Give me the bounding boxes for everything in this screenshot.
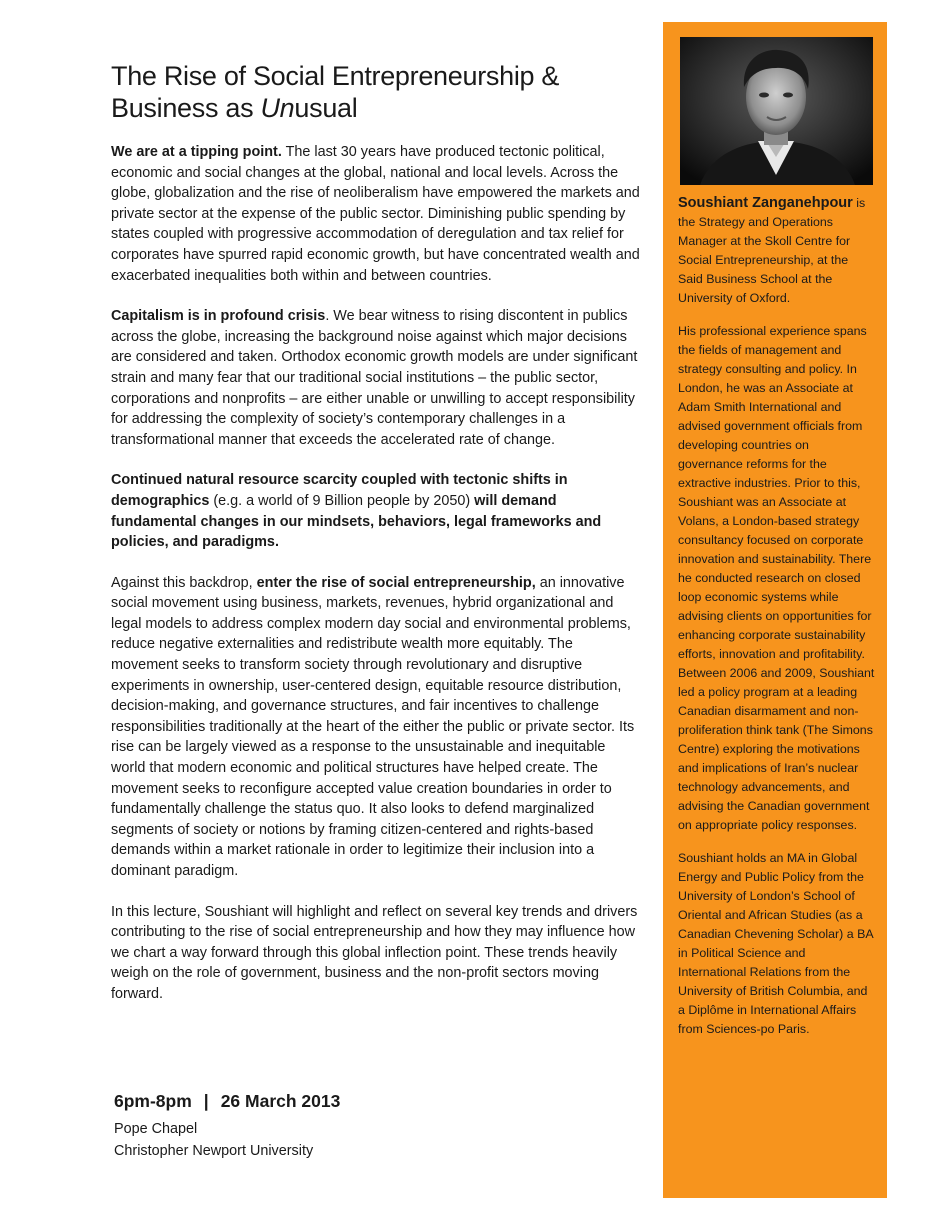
paragraph-lead: enter the rise of social entrepreneurship, [256,574,536,591]
speaker-bio-2: His professional experience spans the fields of management and strategy consulting and policy. In London, he was an Associate at Adam Smith International and advised government officials from developing countries on governance reforms for the extractive industries. Prior to this, Soushiant was an Associate at Volans, a London-based strategy consultancy focused on corporate innovation and sustainability. There he conducted research on closed loop economic systems while advising clients on opportunities for enhancing corporate sustainability efforts, innovation and profitability. Between 2006 and 2009, Soushiant led a policy program at a leading Canadian disarmament and non-proliferation think tank (The Simons Centre) exploring the motivations and implications of Iran’s nuclear technology advancements, and advising the Canadian government on appropriate policy responses. [678,324,875,832]
title-line-2-suffix: usual [294,93,358,123]
title-line-1: The Rise of Social Entrepreneurship & [111,61,560,91]
event-venue: Pope Chapel [114,1121,198,1137]
paragraph-capitalism [111,306,643,450]
paragraph-body: an innovative social movement using business, markets, revenues, hybrid organizational and legal models to address complex modern day social and environmental problems, reduce negative externalities and redistribute wealth more equitably. The movement seeks to transform society through revolutionary and disruptive experiments in ownership, user-centered design, equitable resource distribution, decision-making, and governance structures, and fair incentives to challenge responsibilities traditionally at the heart of the either the public or private sector. Its rise can be largely viewed as a response to the unsustainable and inequitable world that modern economic and political structures have helped create. The movement seeks to reconfigure accepted value creation boundaries in order to fundamentally challenge the status quo. It also looks to defend marginalized segments of society or notions by framing citizen-centered and rights-based demands within a market rationale in order to legitimize their inclusion into a dominant paradigm. [111,574,635,879]
paragraph-lead: We are at a tipping point. [111,144,282,160]
speaker-bio-3: Soushiant holds an MA in Global Energy and Public Policy from the University of London’s School of Oriental and African Studies (as a Canadian Chevening Scholar) a BA in Political Science and International Relations from the University of British Columbia, and a Diplôme in International Affairs from Sciences-po Paris. [678,851,873,1036]
paragraph-pre: Against this backdrop, [111,574,257,591]
page-title [111,60,643,124]
event-details [114,1090,634,1162]
paragraph-lead: Continued natural resource scarcity coupled with tectonic shifts in demographics [111,472,568,509]
paragraph-middle: (e.g. a world of 9 Billion people by 2050) [209,492,475,509]
event-date: 26 March 2013 [220,1091,341,1111]
event-time: 6pm-8pm [114,1091,192,1111]
speaker-bio-intro [678,194,876,308]
main-content [111,60,643,1025]
title-line-2-prefix: Business as [111,93,261,123]
paragraph-tail: will demand fundamental changes in our mindsets, behaviors, legal frameworks and policies, and paradigms. [111,492,602,551]
paragraph-body: In this lecture, Soushiant will highlight and reflect on several key trends and drivers contributing to the rise of social entrepreneurship and how they may influence how we chart a way forward through this global inflection point. These trends heavily weigh on the role of government, business and the non-profit sectors moving forward. [111,903,638,1002]
event-time-date [114,1090,634,1112]
paragraph-social-entrepreneurship [111,573,643,882]
speaker-photo [680,37,873,185]
paragraph-lead: Capitalism is in profound crisis [111,308,326,325]
paragraph-body: . We bear witness to rising discontent in publics across the globe, increasing the background noise against which major decisions are considered and taken. Orthodox economic growth models are under significant strain and many fear that our traditional social institutions – the public sector, corporations and nonprofits – are either unable or unwilling to accept responsibility for addressing the complexity of society’s contemporary challenges in a transformational manner that exceeds the accelerated rate of change. [111,308,638,448]
speaker-portrait-image [680,37,873,185]
paragraph-body: The last 30 years have produced tectonic political, economic and social changes at the global, national and local levels. Across the globe, globalization and the rise of neoliberalism have empowered the markets and private sector at the expense of the public sector. Diminishing public spending by states coupled with progressive accommodation of deregulation and tax relief for corporates have spurred rapid economic growth, but have concentrated wealth and exacerbated inequalities both within and between countries. [111,144,640,284]
paragraph-resources [111,470,643,552]
event-institution: Christopher Newport University [114,1143,314,1159]
speaker-sidebar [663,22,887,1198]
title-line-2-italic: Un [260,93,295,123]
speaker-bio [678,194,876,1053]
event-separator: | [203,1091,209,1111]
speaker-name: Soushiant Zanganehpour [678,195,853,211]
paragraph-lecture [111,902,643,1005]
paragraph-tipping-point [111,142,643,286]
speaker-bio-1: is the Strategy and Operations Manager at the Skoll Centre for Social Entrepreneurship, at the Said Business School at the University of Oxford. [678,196,866,305]
